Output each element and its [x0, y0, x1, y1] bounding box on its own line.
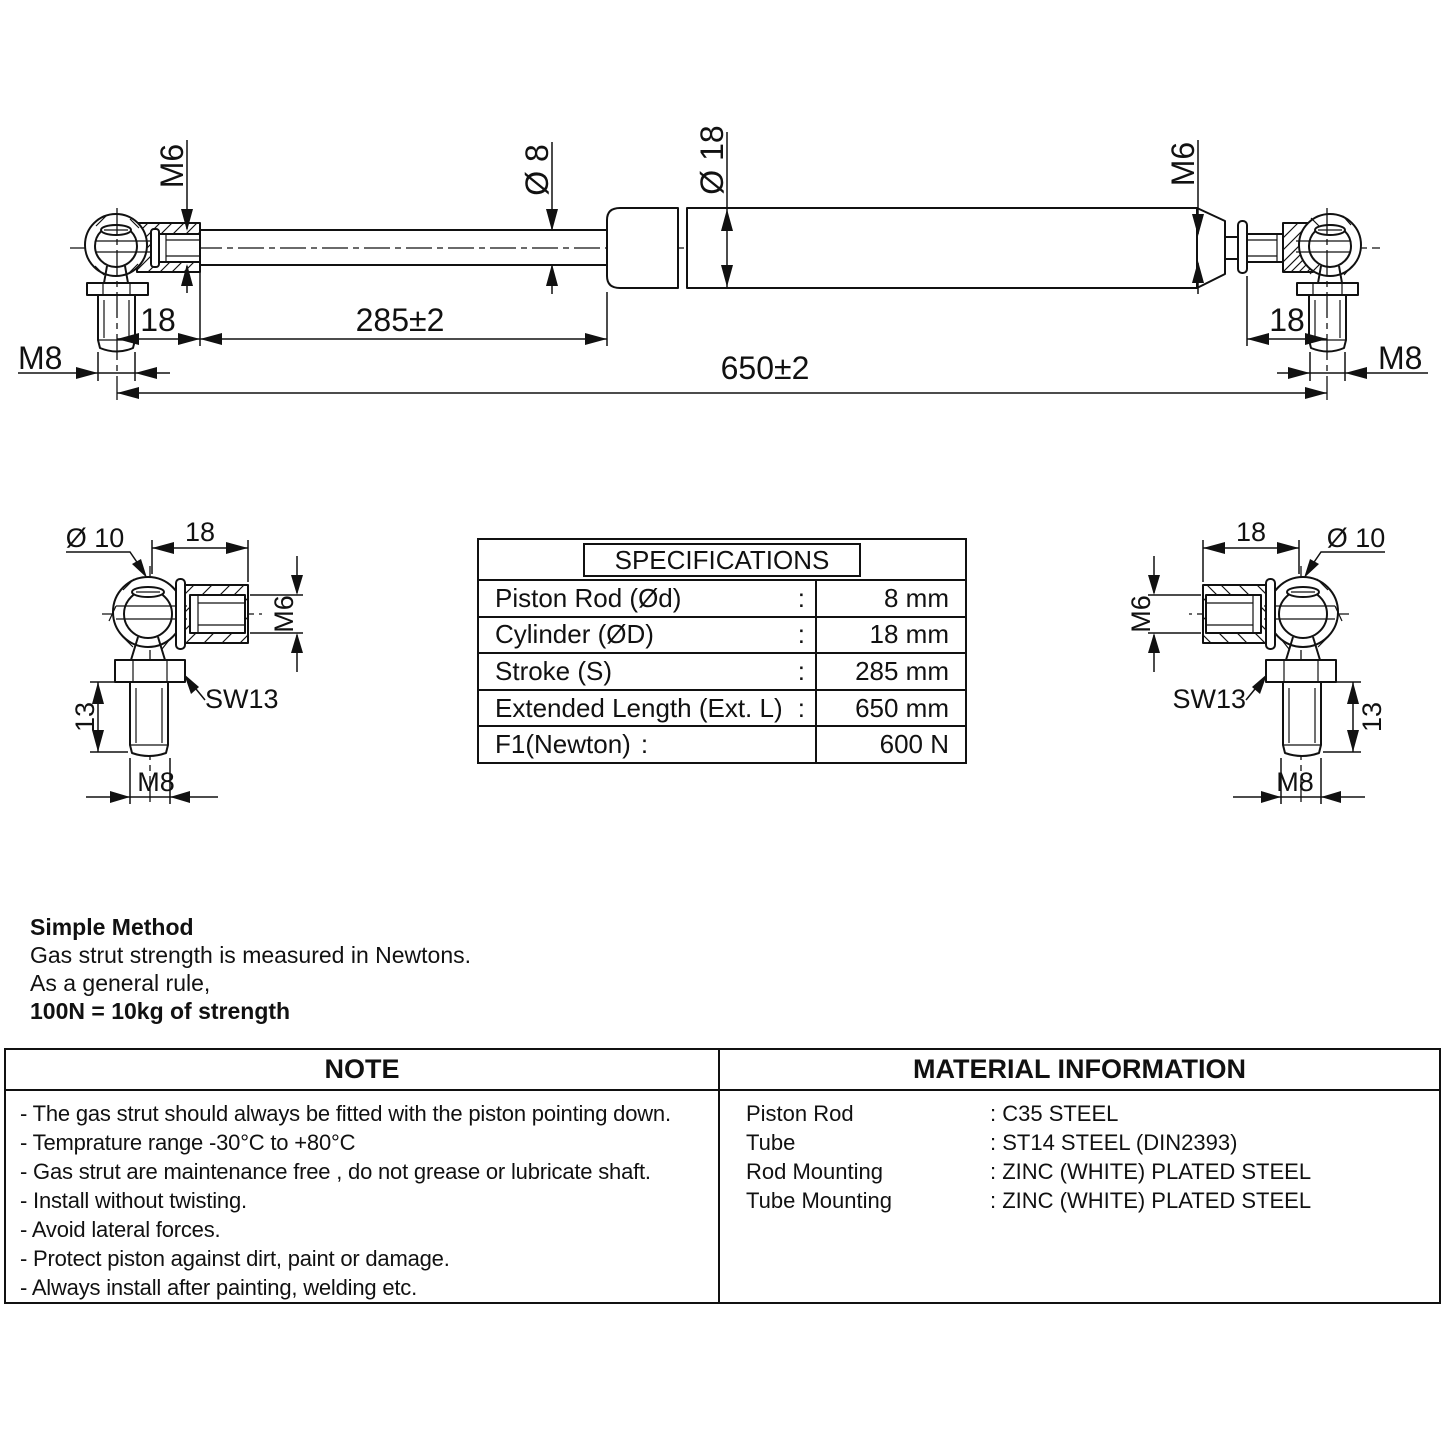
material-header: MATERIAL INFORMATION [913, 1054, 1246, 1084]
material-label: Tube [746, 1130, 796, 1155]
spec-colon: : [797, 692, 805, 723]
material-list [720, 1091, 1439, 1302]
material-label: Rod Mounting [746, 1159, 883, 1184]
info-table-header [6, 1050, 1439, 1091]
note-header: NOTE [6, 1050, 720, 1089]
detail-label-18-right: 18 [1235, 517, 1267, 547]
note-item: - Always install after painting, welding etc. [20, 1275, 417, 1300]
spec-row-f1-newton [479, 725, 965, 762]
material-row [746, 1186, 1429, 1215]
specifications-table [477, 538, 967, 764]
note-item: - Avoid lateral forces. [20, 1217, 221, 1242]
detail-label-dia10-left: Ø 10 [65, 523, 125, 553]
dim-label-18-left: 18 [140, 302, 176, 338]
dim-label-m6-left: M6 [154, 143, 190, 189]
detail-label-18-left: 18 [184, 517, 216, 547]
material-label: Piston Rod [746, 1101, 854, 1126]
spec-label: Piston Rod (Ød) [495, 582, 682, 613]
note-list [6, 1091, 720, 1302]
cylinder [687, 208, 1197, 288]
spec-row-piston-rod [479, 579, 965, 616]
material-value: : ST14 STEEL (DIN2393) [990, 1130, 1238, 1155]
material-value: : ZINC (WHITE) PLATED STEEL [990, 1159, 1312, 1184]
spec-label: Cylinder (ØD) [495, 619, 654, 650]
ball-joint-detail-right [1148, 540, 1385, 806]
spec-colon: : [797, 582, 805, 613]
spec-row-stroke [479, 652, 965, 689]
spec-label: Stroke (S) [495, 655, 613, 686]
spec-value: 18 mm [869, 619, 949, 650]
note-item: - Temprature range -30°C to +80°C [20, 1130, 356, 1155]
dim-label-m8-left: M8 [18, 340, 63, 376]
note-material-table [4, 1048, 1441, 1304]
simple-method-line: As a general rule, [30, 970, 211, 996]
material-value: : C35 STEEL [990, 1101, 1119, 1126]
dim-label-total-length: 650±2 [720, 350, 810, 386]
spec-colon: : [797, 619, 805, 650]
simple-method-title: Simple Method [30, 914, 194, 940]
simple-method-rule: 100N = 10kg of strength [30, 998, 291, 1024]
note-item: - Protect piston against dirt, paint or damage. [20, 1246, 450, 1271]
spec-colon: : [797, 655, 805, 686]
note-item: - Install without twisting. [20, 1188, 247, 1213]
detail-label-m6-right: M6 [1126, 595, 1156, 633]
dim-label-dia8: Ø 8 [519, 144, 555, 196]
spec-value: 600 N [879, 729, 949, 760]
detail-label-sw13-left: SW13 [205, 684, 279, 714]
spec-value: 8 mm [884, 582, 949, 613]
spec-label: Extended Length (Ext. L) [495, 692, 783, 723]
detail-label-m8-right: M8 [1276, 767, 1314, 797]
detail-label-dia10-right: Ø 10 [1326, 523, 1386, 553]
spec-row-cylinder [479, 616, 965, 653]
spec-row-extended-length [479, 689, 965, 726]
material-label: Tube Mounting [746, 1188, 892, 1213]
detail-label-13-left: 13 [70, 701, 100, 733]
note-item: - The gas strut should always be fitted with the piston pointing down. [20, 1101, 671, 1126]
ball-joint-detail-left [66, 540, 303, 806]
dim-label-m8-right: M8 [1378, 340, 1423, 376]
spec-table-title-row [479, 540, 965, 579]
spec-table-title: SPECIFICATIONS [583, 543, 862, 577]
spec-colon: : [640, 729, 649, 760]
material-row [746, 1099, 1429, 1128]
dim-label-18-right: 18 [1269, 302, 1305, 338]
spec-label: F1(Newton) [495, 729, 631, 760]
dim-label-dia18: Ø 18 [694, 125, 730, 195]
detail-label-13-right: 13 [1357, 701, 1387, 733]
material-row [746, 1128, 1429, 1157]
detail-label-sw13-right: SW13 [1172, 684, 1246, 714]
simple-method-line: Gas strut strength is measured in Newtons. [30, 942, 472, 968]
note-item: - Gas strut are maintenance free , do not grease or lubricate shaft. [20, 1159, 651, 1184]
spec-value: 650 mm [855, 692, 949, 723]
dim-label-m6-right: M6 [1165, 141, 1201, 187]
material-row [746, 1157, 1429, 1186]
material-value: : ZINC (WHITE) PLATED STEEL [990, 1188, 1312, 1213]
detail-label-m8-left: M8 [137, 767, 175, 797]
detail-label-m6-left: M6 [269, 595, 299, 633]
simple-method-block [30, 913, 471, 1025]
spec-value: 285 mm [855, 655, 949, 686]
dim-label-stroke: 285±2 [355, 302, 445, 338]
